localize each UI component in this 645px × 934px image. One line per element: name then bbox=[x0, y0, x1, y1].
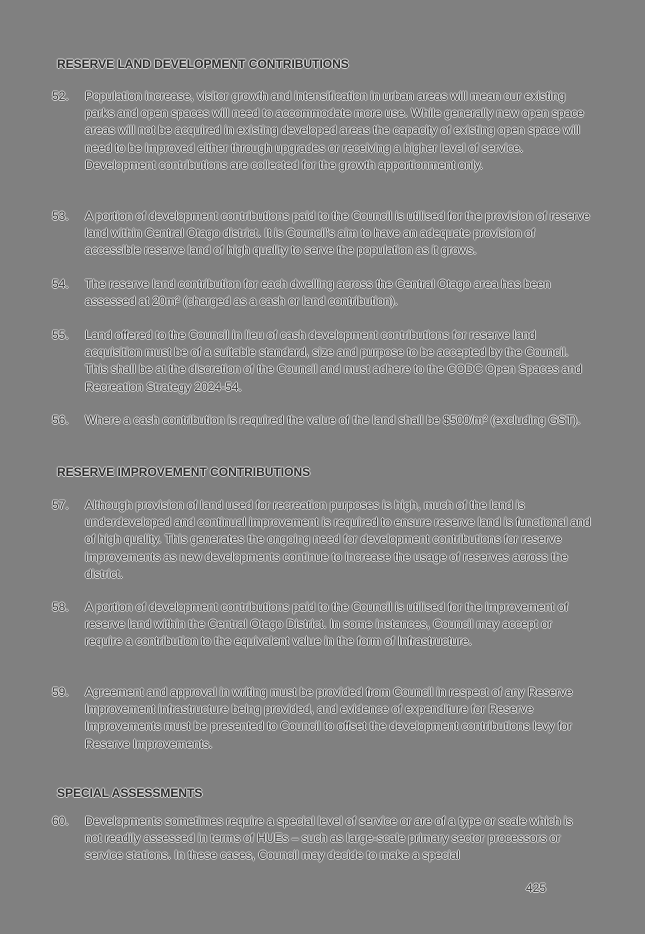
paragraph-53 bbox=[52, 208, 592, 260]
paragraph-number: 58. bbox=[52, 600, 69, 614]
paragraph-number: 57. bbox=[52, 498, 69, 512]
paragraph-text: A portion of development contributions paid to the Council is utilised for the improvement of reserve land within the Central Otago District. In some instances, Council may accept or require a contribution to the equivalent value in the form of Infrastructure. bbox=[85, 600, 568, 649]
paragraph-number: 55. bbox=[52, 328, 69, 342]
paragraph-text: Where a cash contribution is required the value of the land shall be $500/m² (excluding GST). bbox=[85, 413, 581, 427]
paragraph-text: Agreement and approval in writing must be provided from Council in respect of any Reserve Improvement infrastructure being provided, and evidence of expenditure for Reserve Improvements must be presented to Council to offset the development contributions levy for Reserve Improvements. bbox=[85, 685, 573, 751]
paragraph-number: 56. bbox=[52, 413, 69, 427]
section-heading-reserve-improvement: RESERVE IMPROVEMENT CONTRIBUTIONS bbox=[57, 465, 311, 479]
paragraph-60 bbox=[52, 813, 592, 865]
paragraph-number: 52. bbox=[52, 89, 69, 103]
paragraph-52 bbox=[52, 88, 592, 174]
paragraph-number: 59. bbox=[52, 685, 69, 699]
paragraph-58 bbox=[52, 599, 592, 651]
section-heading-special-assessments: SPECIAL ASSESSMENTS bbox=[57, 786, 203, 800]
paragraph-text: Land offered to the Council in lieu of cash development contributions for reserve land acquisition must be of a suitable standard, size and purpose to be accepted by the Council. This shall be at the discretion of the Council and must adhere to the CODC Open Spaces and Recreation Strategy 2024-54. bbox=[85, 328, 582, 394]
page-number: 425 bbox=[526, 881, 547, 895]
paragraph-56 bbox=[52, 412, 592, 429]
section-heading-reserve-land: RESERVE LAND DEVELOPMENT CONTRIBUTIONS bbox=[57, 57, 349, 71]
paragraph-text: Although provision of land used for recreation purposes is high, much of the land is underdeveloped and continual improvement is required to ensure reserve land is functional and of high quality. This generates the ongoing need for development contributions for reserve improvements as new developments continue to increase the usage of reserves across the district. bbox=[85, 498, 591, 581]
paragraph-text: The reserve land contribution for each dwelling across the Central Otago area has been assessed at 20m² (charged as a cash or land contribution). bbox=[85, 277, 551, 309]
paragraph-number: 60. bbox=[52, 814, 69, 828]
paragraph-text: Population increase, visitor growth and intensification in urban areas will mean our existing parks and open spaces will need to accommodate more use. While generally new open space areas will not be acquired in existing developed areas the capacity of existing open space will need to be improved either through upgrades or receiving a higher level of service. Development contributions are collected for the growth apportionment only. bbox=[85, 89, 584, 172]
paragraph-text: A portion of development contributions paid to the Council is utilised for the provision of reserve land within Central Otago district. It is Council's aim to have an adequate provision of accessible reserve land of high quality to serve the population as it grows. bbox=[85, 209, 590, 258]
paragraph-number: 54. bbox=[52, 277, 69, 291]
paragraph-55 bbox=[52, 327, 592, 396]
paragraph-54 bbox=[52, 276, 592, 310]
paragraph-number: 53. bbox=[52, 209, 69, 223]
paragraph-text: Developments sometimes require a special level of service or are of a type or scale which is not readily assessed in terms of HUEs – such as large-scale primary sector processors or service stations. In these cases, Council may decide to make a special bbox=[85, 814, 573, 863]
paragraph-59 bbox=[52, 684, 592, 753]
paragraph-57 bbox=[52, 497, 592, 583]
